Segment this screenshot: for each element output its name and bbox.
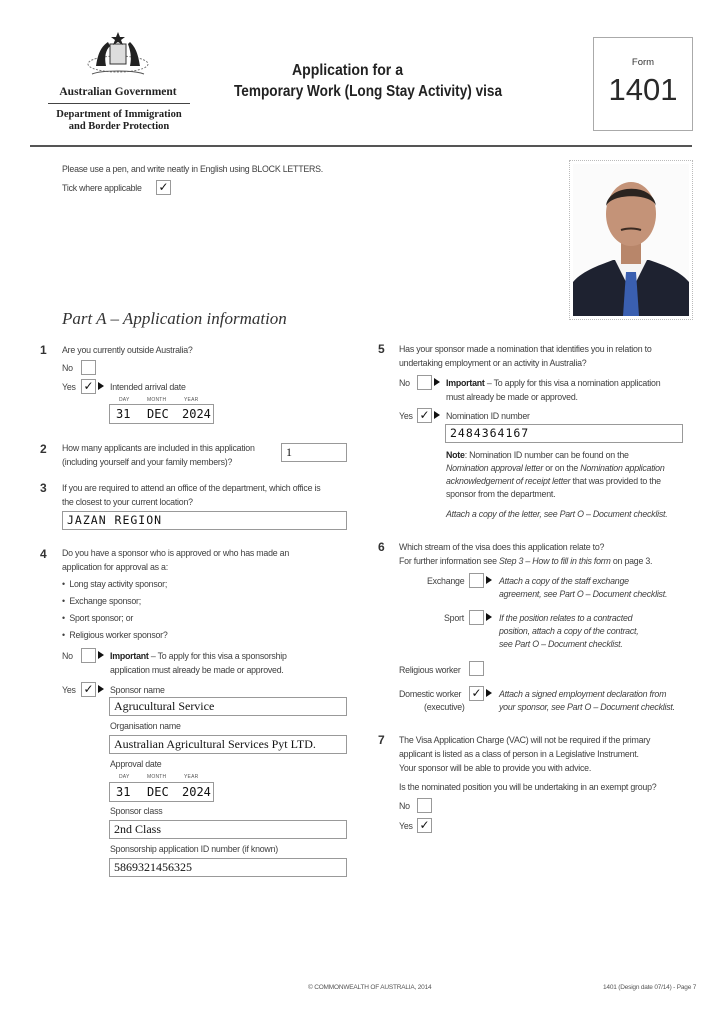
- section-title: Part A – Application information: [62, 309, 287, 328]
- q4-bullet-2: • Exchange sponsor;: [62, 596, 141, 607]
- footer-page-info: 1401 (Design date 07/14) - Page 7: [603, 984, 697, 991]
- agency-divider: [48, 103, 190, 104]
- q4-org-name-label: Organisation name: [110, 721, 181, 732]
- q1-month-label: MONTH: [147, 397, 167, 403]
- q4-question-line-2: application for approval as a:: [62, 562, 168, 573]
- q6-domestic-note-line-2: your sponsor, see Part O – Document checklist.: [499, 702, 675, 713]
- q1-arrival-date-field[interactable]: [109, 404, 214, 424]
- q6-sport-note-line-1: If the position relates to a contracted: [499, 613, 633, 624]
- q4-approval-date-label: Approval date: [110, 759, 162, 770]
- q5-yes-label: Yes: [399, 411, 413, 422]
- arrow-icon: [98, 382, 104, 390]
- q6-sport-note-line-3: see Part O – Document checklist.: [499, 639, 623, 650]
- q1-no-checkbox[interactable]: [81, 360, 96, 375]
- q6-sport-label: Sport: [444, 613, 464, 624]
- q5-no-checkbox[interactable]: [417, 375, 432, 390]
- q4-bullet-3: • Sport sponsor; or: [62, 613, 134, 624]
- q7-no-label: No: [399, 801, 410, 812]
- form-title-line-2: Temporary Work (Long Stay Activity) visa: [234, 83, 503, 100]
- q1-day-label: DAY: [119, 397, 130, 403]
- q2-question-line-2: (including yourself and your family members)?: [62, 457, 233, 468]
- q6-domestic-note-line-1: Attach a signed employment declaration from: [499, 689, 667, 700]
- form-number: 1401: [608, 72, 678, 107]
- q5-attach-note: Attach a copy of the letter, see Part O – Document checklist.: [446, 509, 668, 520]
- q6-exchange-checkbox[interactable]: [469, 573, 484, 588]
- q6-exchange-note-line-1: Attach a copy of the staff exchange: [499, 576, 629, 587]
- coat-of-arms-logo: [82, 30, 154, 82]
- department-line-2: and Border Protection: [68, 121, 170, 132]
- form-label: Form: [631, 57, 655, 68]
- q1-yes-label: Yes: [62, 382, 76, 393]
- form-title-line-1: Application for a: [291, 62, 404, 79]
- q5-question-line-1: Has your sponsor made a nomination that identifies you in relation to: [399, 344, 652, 355]
- arrow-icon: [98, 651, 104, 659]
- q5-note-line-1: Note: Nomination ID number can be found on the: [446, 450, 629, 461]
- tick-instruction-label: Tick where applicable: [62, 183, 142, 194]
- q4-app-id-field[interactable]: 5869321456325: [109, 858, 347, 877]
- form-number-box: [593, 37, 693, 131]
- q4-year-label: YEAR: [184, 774, 199, 780]
- q2-number: 2: [40, 442, 47, 456]
- q3-question-line-1: If you are required to attend an office of the department, which office is: [62, 483, 321, 494]
- q4-sponsor-name-field[interactable]: Agrucultural Service: [109, 697, 347, 716]
- q7-yes-checkbox[interactable]: ✓: [417, 818, 432, 833]
- applicant-photo: [569, 160, 693, 320]
- q3-office-field[interactable]: JAZAN REGION: [62, 511, 347, 530]
- q5-question-line-2: undertaking employment or an activity in Australia?: [399, 358, 587, 369]
- q5-note-line-3: acknowledgement of receipt letter that was provided to the: [446, 476, 661, 487]
- q5-number: 5: [378, 342, 385, 356]
- q1-yes-checkbox[interactable]: ✓: [81, 379, 96, 394]
- q4-bullet-1: • Long stay activity sponsor;: [62, 579, 168, 590]
- q4-important-note-line-1: Important – To apply for this visa a sponsorship: [110, 651, 287, 662]
- q6-domestic-label: Domestic worker: [399, 689, 462, 700]
- q5-no-label: No: [399, 378, 410, 389]
- instructions-text: Please use a pen, and write neatly in English using BLOCK LETTERS.: [62, 164, 324, 175]
- footer-copyright: © COMMONWEALTH OF AUSTRALIA, 2014: [308, 984, 432, 991]
- q6-religious-checkbox[interactable]: [469, 661, 484, 676]
- q4-approval-date-field[interactable]: [109, 782, 214, 802]
- q7-no-checkbox[interactable]: [417, 798, 432, 813]
- q5-yes-checkbox[interactable]: ✓: [417, 408, 432, 423]
- q4-bullet-4: • Religious worker sponsor?: [62, 630, 168, 641]
- department-line-1: Department of Immigration: [56, 109, 182, 120]
- q4-month-value: DEC: [147, 785, 169, 799]
- q1-month-value: DEC: [147, 407, 169, 421]
- q1-year-value: 2024: [182, 407, 211, 421]
- q7-text-line-2: applicant is listed as a class of person in a Legislative Instrument.: [399, 749, 639, 760]
- q6-exchange-label: Exchange: [427, 576, 465, 587]
- q4-sponsor-class-label: Sponsor class: [110, 806, 163, 817]
- q1-day-value: 31: [116, 407, 131, 421]
- q7-number: 7: [378, 733, 385, 747]
- q4-day-label: DAY: [119, 774, 130, 780]
- header-divider: [30, 145, 692, 147]
- q7-yes-label: Yes: [399, 821, 413, 832]
- q4-important-note-line-2: application must already be made or approved.: [110, 665, 284, 676]
- q6-sport-checkbox[interactable]: [469, 610, 484, 625]
- q3-question-line-2: the closest to your current location?: [62, 497, 193, 508]
- arrow-icon: [486, 613, 492, 621]
- q5-nomination-id-field[interactable]: 2484364167: [445, 424, 683, 443]
- q1-year-label: YEAR: [184, 397, 199, 403]
- q4-sponsor-name-label: Sponsor name: [110, 685, 165, 696]
- q4-month-label: MONTH: [147, 774, 167, 780]
- q5-nomination-id-label: Nomination ID number: [446, 411, 530, 422]
- q1-no-label: No: [62, 363, 73, 374]
- q4-no-checkbox[interactable]: [81, 648, 96, 663]
- q5-note-line-4: sponsor from the department.: [446, 489, 556, 500]
- q6-domestic-sublabel: (executive): [424, 702, 465, 713]
- q7-question: Is the nominated position you will be undertaking in an exempt group?: [399, 782, 657, 793]
- q6-question-line-1: Which stream of the visa does this application relate to?: [399, 542, 605, 553]
- q2-applicants-count-field[interactable]: 1: [281, 443, 347, 462]
- q6-sport-note-line-2: position, attach a copy of the contract,: [499, 626, 639, 637]
- q4-no-label: No: [62, 651, 73, 662]
- arrow-icon: [434, 411, 440, 419]
- arrow-icon: [98, 685, 104, 693]
- q1-question: Are you currently outside Australia?: [62, 345, 193, 356]
- q7-text-line-3: Your sponsor will be able to provide you with advice.: [399, 763, 592, 774]
- agency-name: Australian Government: [59, 86, 177, 98]
- q6-exchange-note-line-2: agreement, see Part O – Document checklist.: [499, 589, 668, 600]
- arrow-icon: [434, 378, 440, 386]
- q4-question-line-1: Do you have a sponsor who is approved or who has made an: [62, 548, 290, 559]
- arrow-icon: [486, 689, 492, 697]
- q4-org-name-field[interactable]: Australian Agricultural Services Pyt LTD.: [109, 735, 347, 754]
- q2-question-line-1: How many applicants are included in this application: [62, 443, 255, 454]
- q5-important-note-line-2: must already be made or approved.: [446, 392, 578, 403]
- q4-number: 4: [40, 547, 47, 561]
- q5-important-note-line-1: Important – To apply for this visa a nomination application: [446, 378, 661, 389]
- q1-date-label: Intended arrival date: [110, 382, 186, 393]
- q6-number: 6: [378, 540, 385, 554]
- arrow-icon: [486, 576, 492, 584]
- q4-yes-label: Yes: [62, 685, 76, 696]
- q4-yes-checkbox[interactable]: ✓: [81, 682, 96, 697]
- q7-text-line-1: The Visa Application Charge (VAC) will not be required if the primary: [399, 735, 651, 746]
- q4-year-value: 2024: [182, 785, 211, 799]
- q1-number: 1: [40, 343, 47, 357]
- q5-note-line-2: Nomination approval letter or on the Nomination application: [446, 463, 665, 474]
- q6-religious-label: Religious worker: [399, 665, 461, 676]
- q3-number: 3: [40, 481, 47, 495]
- q6-domestic-checkbox[interactable]: ✓: [469, 686, 484, 701]
- tick-example-checkbox: ✓: [156, 180, 171, 195]
- q4-sponsor-class-field[interactable]: 2nd Class: [109, 820, 347, 839]
- q6-question-line-2: For further information see Step 3 – How to fill in this form on page 3.: [399, 556, 653, 567]
- q4-app-id-label: Sponsorship application ID number (if known): [110, 844, 278, 855]
- q4-day-value: 31: [116, 785, 131, 799]
